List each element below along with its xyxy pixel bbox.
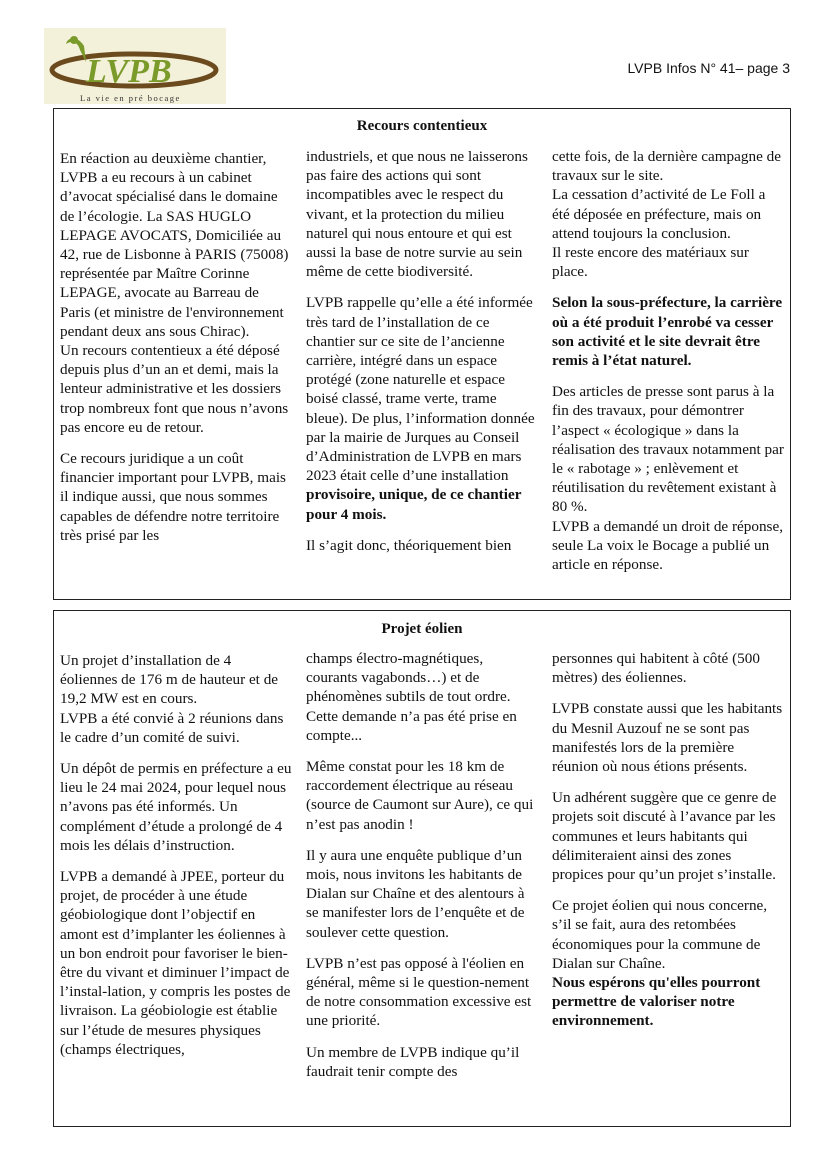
- paragraph: Un adhérent suggère que ce genre de projets soit discuté à l’avance par les communes et leurs habitants qui délimiteraient ainsi des zones propices pour qu’un projet s’installe.: [552, 789, 777, 884]
- paragraph: Il s’agit donc, théoriquement bien: [306, 536, 512, 554]
- logo-graphic: [44, 28, 226, 104]
- section-recours-contentieux: [53, 108, 791, 600]
- paragraph: Ce recours juridique a un coût financier important pour LVPB, mais il indique aussi, que nous sommes capables de défendre notre territoire très prisé par les: [60, 450, 286, 544]
- paragraph: LVPB a été convié à 2 réunions dans le cadre d’un comité de suivi.: [60, 709, 284, 746]
- paragraph: En réaction au deuxième chantier, LVPB a eu recours à un cabinet d’avocat spécialisé dans le domaine de l’écologie. La SAS HUGLO LEPAGE AVOCATS, Domiciliée au 42, rue de Lisbonne à PARIS (75008) représentée par Maître Corinne LEPAGE, avocate au Barreau de Paris (et ministre de l'environnement pendant deux ans sous Chirac).: [60, 150, 289, 340]
- bold-text: provisoire, unique, de ce chantier pour 4 mois.: [306, 486, 522, 523]
- paragraph: Un dépôt de permis en préfecture a eu lieu le 24 mai 2024, pour lequel nous n’avons pas été informés. Un complément d’étude a prolongé de 4 mois les délais d’instruction.: [60, 760, 292, 854]
- paragraph: Il y aura une enquête publique d’un mois, nous invitons les habitants de Dialan sur Chaîne et des alentours à se manifester lors de l’enquête et de soulever cette question.: [306, 846, 525, 941]
- column-2: [306, 147, 538, 567]
- paragraph: LVPB constate aussi que les habitants du Mesnil Auzouf ne se sont pas manifestés lors de la première réunion où nous étions présents.: [552, 700, 783, 776]
- paragraph: Des articles de presse sont parus à la fin des travaux, pour démontrer l’aspect « écologique » dans la réalisation des travaux notamment par le « rabotage » ; enlèvement et réutilisation du revêtement existant à 80 %.: [552, 383, 784, 516]
- paragraph: [552, 293, 784, 370]
- paragraph: LVPB a demandé à JPEE, porteur du projet, de procéder à une étude géobiologique dont l’objectif en amont est d’implanter les éoliennes à un bon endroit pour favoriser le bien-être du vivant et diminuer l’impact de l’instal-lation, y compris les postes de livraison. La géobiologie est établie sur l’étude de mesures physiques (champs électriques,: [60, 868, 291, 1058]
- paragraph: LVPB a demandé un droit de réponse, seule La voix le Bocage a publié un article en réponse.: [552, 517, 784, 574]
- paragraph-text: LVPB rappelle qu’elle a été informée très tard de l’installation de ce chantier sur ce site de l’ancienne carrière, intégré dans un espace protégé (zone naturelle et espace boisé classé, trame verte, trame bleue). De plus, l’information donnée par la mairie de Jurques au Conseil d’Administration de LVPB en mars 2023 était celle d’une installation: [306, 294, 535, 485]
- paragraph: La cessation d’activité de Le Foll a été déposée en préfecture, mais on attend toujours la conclusion.: [552, 186, 766, 242]
- column-1: [60, 651, 292, 1071]
- logo-tagline: La vie en pré bocage: [80, 93, 181, 103]
- page-info: LVPB Infos N° 41– page 3: [627, 60, 790, 76]
- paragraph: personnes qui habitent à côté (500 mètres) des éoliennes.: [552, 650, 760, 687]
- paragraph: Même constat pour les 18 km de raccordement électrique au réseau (source de Caumont sur Aure), ce qui n’est pas anodin !: [306, 758, 534, 833]
- paragraph: industriels, et que nous ne laisserons pas faire des actions qui sont incompatibles avec le respect du vivant, et la protection du milieu naturel qui nous entoure et qui est aussi la base de notre survie au sein même de cette biodiversité.: [306, 148, 528, 281]
- column-2: [306, 649, 538, 1093]
- paragraph: [306, 293, 538, 523]
- bold-text: Nous espérons qu'elles pourront permettre de valoriser notre environnement.: [552, 974, 761, 1030]
- lvpb-logo: [44, 28, 226, 104]
- logo-text: LVPB: [86, 53, 172, 90]
- paragraph: champs électro-magnétiques, courants vagabonds…) et de phénomènes subtils de tout ordre. Cette demande n’a pas été prise en compte...: [306, 650, 517, 744]
- paragraph: Un projet d’installation de 4 éoliennes de 176 m de hauteur et de 19,2 MW est en cours.: [60, 652, 279, 708]
- paragraph: LVPB n’est pas opposé à l'éolien en général, même si le question-nement de notre consommation excessive est une priorité.: [306, 954, 532, 1030]
- paragraph: Il reste encore des matériaux sur place.: [552, 244, 749, 281]
- paragraph: Ce projet éolien qui nous concerne, s’il se fait, aura des retombées économiques pour la commune de Dialan sur Chaîne.: [552, 897, 768, 972]
- column-3: [552, 649, 784, 1043]
- bold-text: Selon la sous-préfecture, la carrière où a été produit l’enrobé va cesser son activité et le site devrait être remis à l’état naturel.: [552, 294, 783, 370]
- paragraph: Un membre de LVPB indique qu’il faudrait tenir compte des: [306, 1043, 520, 1080]
- column-1: [60, 149, 292, 557]
- paragraph: Un recours contentieux a été déposé depuis plus d’un an et demi, mais la lenteur administrative et les dossiers trop nombreux font que nous n’avons pas encore eu de retour.: [60, 342, 289, 436]
- section-projet-eolien: [53, 610, 791, 1127]
- paragraph: [552, 973, 784, 1031]
- section-title: Projet éolien: [381, 621, 463, 637]
- column-3: [552, 147, 784, 586]
- paragraph: cette fois, de la dernière campagne de travaux sur le site.: [552, 148, 781, 185]
- section-title: Recours contentieux: [356, 118, 488, 134]
